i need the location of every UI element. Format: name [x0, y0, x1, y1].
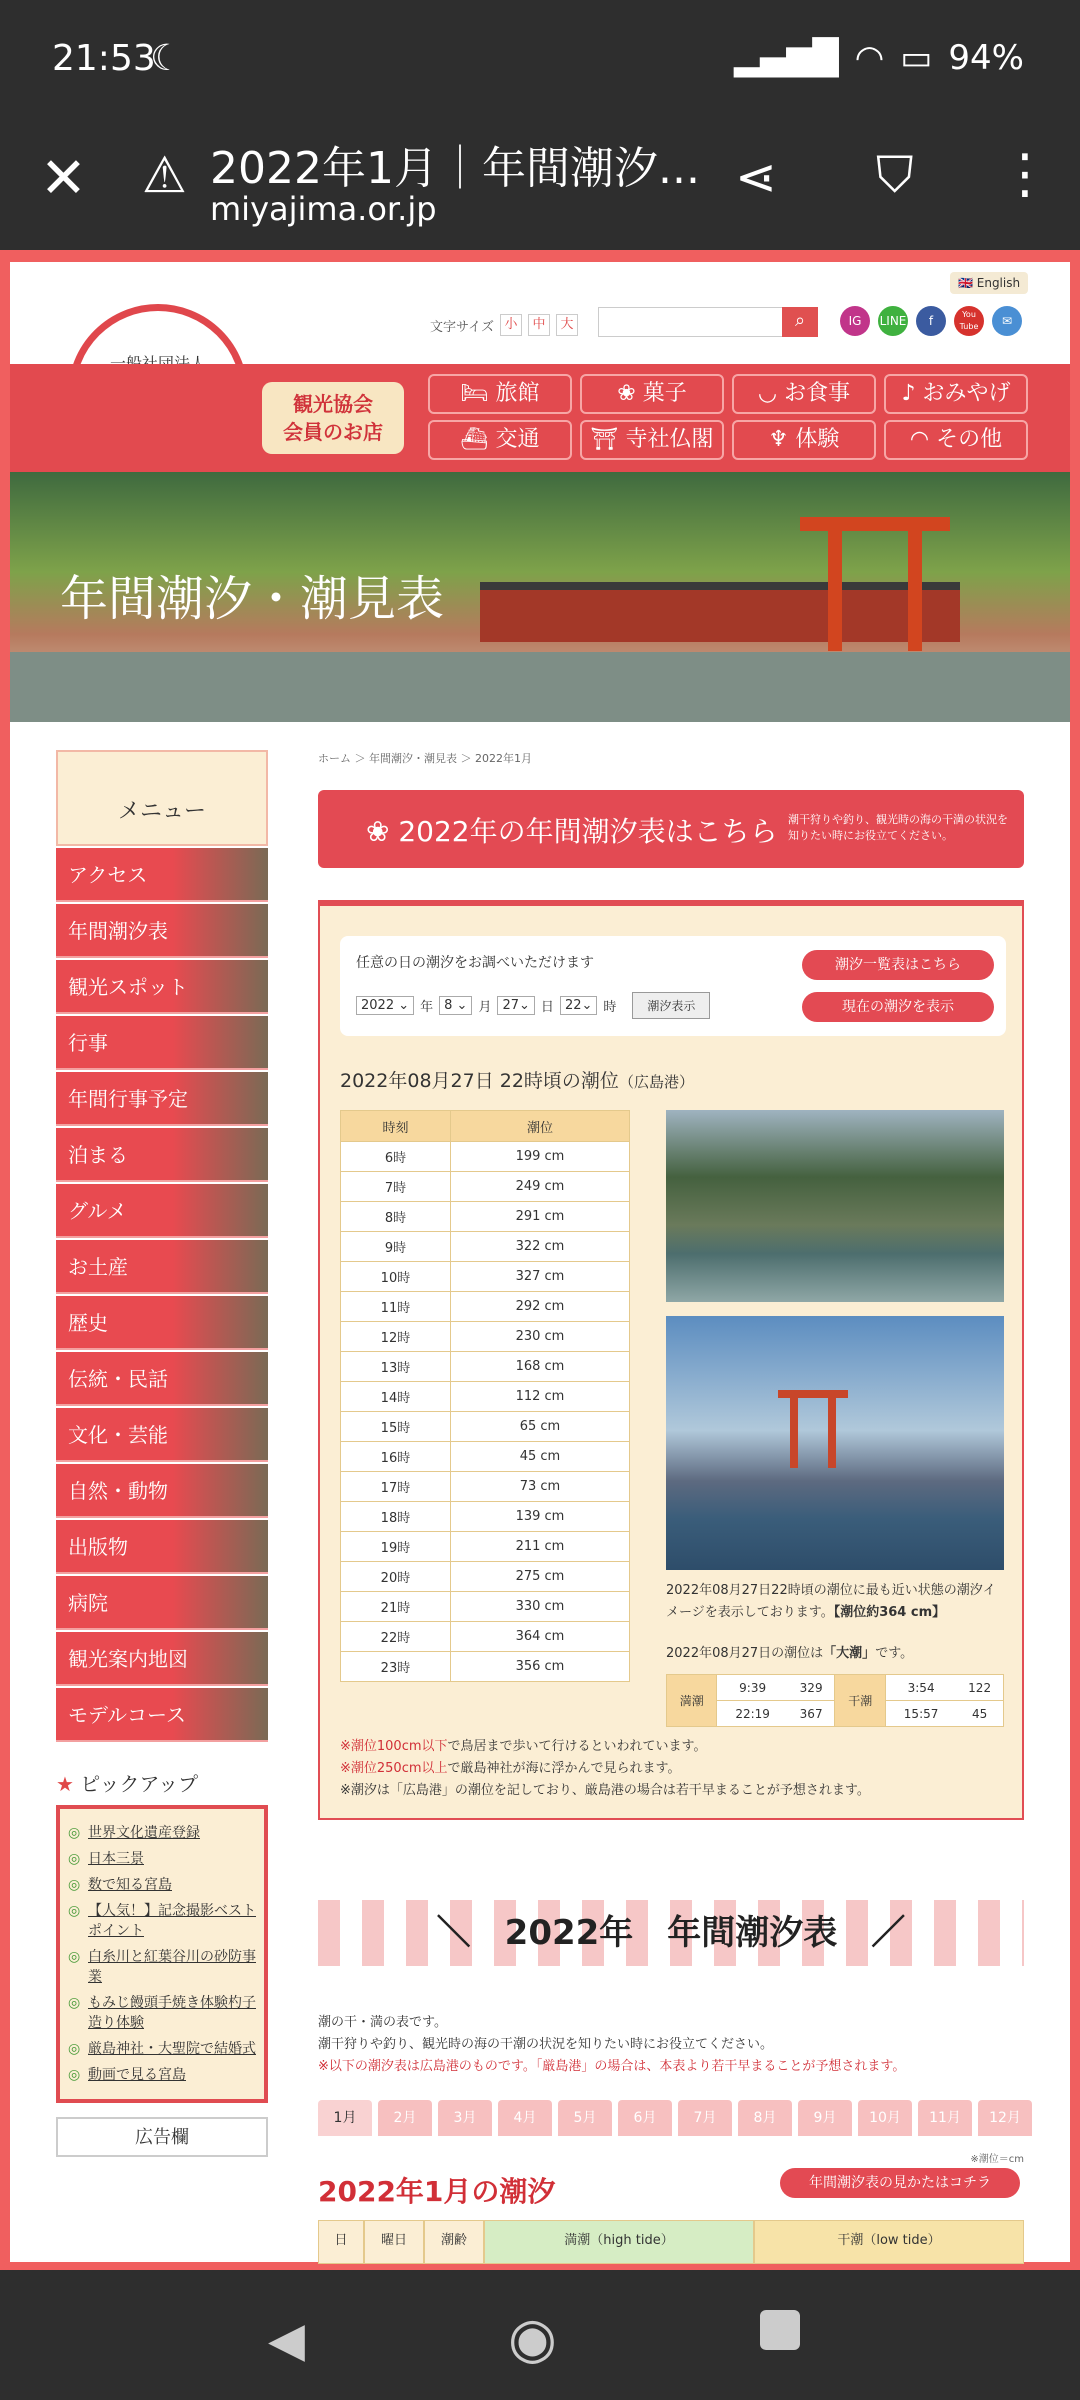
- tide-time: 17時: [341, 1472, 451, 1502]
- tide-time: 23時: [341, 1652, 451, 1682]
- tide-level: 330 cm: [450, 1592, 629, 1622]
- nav-label: おみやげ: [922, 381, 1011, 406]
- sidebar-item-access[interactable]: アクセス: [56, 848, 268, 902]
- sidebar-item-gourmet[interactable]: グルメ: [56, 1184, 268, 1238]
- annual-desc-2: 潮干狩りや釣り、観光時の海の干潮の状況を知りたい時にお役立てください。: [318, 2037, 774, 2052]
- tide-place: （広島港）: [618, 1073, 694, 1091]
- tide-level: 45 cm: [450, 1442, 629, 1472]
- how-to-read-button[interactable]: 年間潮汐表の見かたはコチラ: [780, 2168, 1020, 2198]
- tab-month-3[interactable]: 3月: [438, 2100, 492, 2136]
- hour-unit: 時: [603, 1000, 617, 1015]
- unit-note: ※潮位＝cm: [970, 2154, 1024, 2165]
- month-value: 8: [444, 998, 453, 1013]
- nav-temples[interactable]: ⛩ 寺社仏閣: [580, 420, 724, 460]
- query-box: [340, 936, 1006, 1036]
- tab-month-6[interactable]: 6月: [618, 2100, 672, 2136]
- sidebar-item-model-course[interactable]: モデルコース: [56, 1688, 268, 1742]
- status-icons: [734, 38, 1024, 78]
- month-select[interactable]: 8 ⌄: [439, 996, 472, 1015]
- more-icon[interactable]: ⋮: [998, 142, 1052, 205]
- tide-notes: [340, 1736, 870, 1802]
- nav-kashi[interactable]: ❀ 菓子: [580, 374, 724, 414]
- tide-row: [341, 1352, 630, 1382]
- nav-souvenir[interactable]: ♪ おみやげ: [884, 374, 1028, 414]
- pickup-item[interactable]: ◎ 白糸川と紅葉谷川の砂防事業: [68, 1947, 256, 1987]
- page-frame: [10, 262, 1070, 2262]
- tide-row: [341, 1622, 630, 1652]
- note-2-red: ※潮位250cm以上: [340, 1761, 448, 1776]
- tide-time: 12時: [341, 1322, 451, 1352]
- tide-level: 364 cm: [450, 1622, 629, 1652]
- sidebar-item-map[interactable]: 観光案内地図: [56, 1632, 268, 1686]
- tide-level: 249 cm: [450, 1172, 629, 1202]
- year-select[interactable]: 2022 ⌄: [356, 996, 414, 1015]
- text-size-large[interactable]: 大: [556, 314, 578, 336]
- sidebar-item-tradition[interactable]: 伝統・民話: [56, 1352, 268, 1406]
- star-icon: ★: [56, 1772, 74, 1796]
- tide-time: 6時: [341, 1142, 451, 1172]
- shrine-photo: [666, 1110, 1004, 1302]
- battery-percent: 94%: [948, 38, 1024, 78]
- text-size-small[interactable]: 小: [500, 314, 522, 336]
- tab-month-5[interactable]: 5月: [558, 2100, 612, 2136]
- tide-row: [341, 1442, 630, 1472]
- hour-value: 22: [564, 998, 582, 1013]
- url-domain[interactable]: miyajima.or.jp: [210, 190, 437, 228]
- android-nav-bar: [0, 2270, 1080, 2400]
- tab-month-2[interactable]: 2月: [378, 2100, 432, 2136]
- tide-type-value: 「大潮」: [823, 1646, 876, 1661]
- note-3: ※潮汐は「広島港」の潮位を記しており、厳島港の場合は若干早まることが予想されます。: [340, 1783, 870, 1798]
- tide-level: 322 cm: [450, 1232, 629, 1262]
- note-2-text: で厳島神社が海に浮かんで見られます。: [447, 1761, 681, 1776]
- hour-select[interactable]: 22⌄: [560, 996, 597, 1015]
- pickup-item[interactable]: ◎ 日本三景: [68, 1849, 256, 1869]
- youtube-icon[interactable]: You Tube: [954, 306, 984, 336]
- back-icon[interactable]: ◀: [268, 2312, 305, 2368]
- web-page: [0, 250, 1080, 2270]
- pickup-item[interactable]: ◎ 厳島神社・大聖院で結婚式: [68, 2039, 256, 2059]
- tide-type-prefix: 2022年08月27日の潮位は: [666, 1646, 824, 1661]
- day-select[interactable]: 27⌄: [497, 996, 534, 1015]
- torii-pillar-right: [908, 531, 922, 651]
- tide-level: 275 cm: [450, 1562, 629, 1592]
- sidebar-item-publications[interactable]: 出版物: [56, 1520, 268, 1574]
- low-time: 3:54: [885, 1675, 956, 1701]
- menu-title: メニュー: [56, 750, 268, 846]
- warning-icon[interactable]: ⚠: [142, 146, 187, 204]
- annual-title-banner: ＼ 2022年 年間潮汐表 ／: [318, 1900, 1024, 1966]
- battery-icon: ▭: [900, 38, 933, 78]
- month-unit: 月: [478, 1000, 492, 1015]
- bookmark-icon[interactable]: ⛉: [876, 146, 914, 204]
- tide-level: 211 cm: [450, 1532, 629, 1562]
- tide-type-suffix: です。: [875, 1646, 914, 1661]
- hourly-tide-table: [340, 1110, 630, 1682]
- nav-label: お食事: [784, 381, 851, 406]
- year-unit: 年: [420, 1000, 434, 1015]
- instagram-icon[interactable]: IG: [840, 306, 870, 336]
- high-label: 満潮: [667, 1675, 717, 1727]
- tab-month-11[interactable]: 11月: [918, 2100, 972, 2136]
- pickup-item[interactable]: ◎ もみじ饅頭手焼き体験杓子造り体験: [68, 1993, 256, 2033]
- tide-row: [341, 1322, 630, 1352]
- page-title[interactable]: 2022年1月｜年間潮汐...: [210, 143, 700, 194]
- torii-photo: [666, 1316, 1004, 1570]
- tide-row: [341, 1262, 630, 1292]
- tide-time: 9時: [341, 1232, 451, 1262]
- tab-month-10[interactable]: 10月: [858, 2100, 912, 2136]
- tide-time: 19時: [341, 1532, 451, 1562]
- tide-row: [341, 1652, 630, 1682]
- tide-heading: [340, 1066, 694, 1093]
- high-time: 9:39: [717, 1675, 788, 1701]
- annual-desc-3: ※以下の潮汐表は広島港のものです。「厳島港」の場合は、本表より若干早まることが予想されます。: [318, 2059, 906, 2074]
- sidebar: [56, 750, 268, 2157]
- tide-level: 73 cm: [450, 1472, 629, 1502]
- tide-level: 199 cm: [450, 1142, 629, 1172]
- sidebar-item-stay[interactable]: 泊まる: [56, 1128, 268, 1182]
- tide-time: 22時: [341, 1622, 451, 1652]
- monthly-table-header: [318, 2220, 1024, 2264]
- banner-subtitle: 潮干狩りや釣り、観光時の海の干満の状況を知りたい時にお役立てください。: [788, 813, 1008, 842]
- ad-heading: 広告欄: [56, 2117, 268, 2157]
- nav-label: 交通: [495, 427, 540, 452]
- torii-beam: [800, 517, 950, 531]
- pickup-item[interactable]: ◎ 世界文化遺産登録: [68, 1823, 256, 1843]
- note-1-text: で鳥居まで歩いて行けるといわれています。: [447, 1739, 707, 1754]
- tide-list-button[interactable]: 潮汐一覧表はこちら: [802, 950, 994, 980]
- col-level: 潮位: [450, 1111, 629, 1142]
- sidebar-item-nature[interactable]: 自然・動物: [56, 1464, 268, 1518]
- caption-bold: 【潮位約364 cm】: [833, 1605, 946, 1620]
- sidebar-item-events[interactable]: 行事: [56, 1016, 268, 1070]
- high-level: 367: [788, 1701, 835, 1727]
- low-level: 45: [956, 1701, 1003, 1727]
- facebook-icon[interactable]: f: [916, 306, 946, 336]
- tide-row: [341, 1562, 630, 1592]
- low-level: 122: [956, 1675, 1003, 1701]
- tide-heading-text: 2022年08月27日 22時頃の潮位: [340, 1070, 619, 1092]
- tide-row: [341, 1532, 630, 1562]
- tide-time: 10時: [341, 1262, 451, 1292]
- tide-time: 13時: [341, 1352, 451, 1382]
- sidebar-item-tide-table[interactable]: 年間潮汐表: [56, 904, 268, 958]
- tab-month-1[interactable]: 1月: [318, 2100, 372, 2136]
- tide-time: 15時: [341, 1412, 451, 1442]
- annual-desc-1: 潮の干・満の表です。: [318, 2015, 447, 2030]
- tide-row: [341, 1502, 630, 1532]
- sidebar-item-hospital[interactable]: 病院: [56, 1576, 268, 1630]
- browser-toolbar: [0, 124, 1080, 250]
- moon-icon: ☾: [150, 38, 183, 79]
- tide-row: [341, 1232, 630, 1262]
- pickup-heading: [56, 1768, 268, 1797]
- month-tabs: [318, 2100, 1032, 2136]
- nav-label: 旅館: [495, 381, 540, 406]
- text-size-label: 文字サイズ: [430, 319, 494, 335]
- note-1: [340, 1736, 870, 1758]
- tide-time: 16時: [341, 1442, 451, 1472]
- th-tide-age: 潮齢: [424, 2220, 484, 2264]
- hero-image: [10, 472, 1070, 722]
- month-title: 2022年1月の潮汐: [318, 2175, 556, 2208]
- tide-level: 112 cm: [450, 1382, 629, 1412]
- status-time: 21:53: [52, 38, 156, 79]
- high-low-table: [666, 1674, 1004, 1727]
- pickup-item[interactable]: ◎ 数で知る宮島: [68, 1875, 256, 1895]
- tide-level: 327 cm: [450, 1262, 629, 1292]
- th-low-tide: 干潮（low tide）: [754, 2220, 1024, 2264]
- sidebar-item-history[interactable]: 歴史: [56, 1296, 268, 1350]
- day-unit: 日: [540, 1000, 554, 1015]
- signal-icon: ▂▄▆█: [734, 38, 839, 78]
- low-time: 15:57: [885, 1701, 956, 1727]
- status-bar: [0, 0, 1080, 124]
- annual-description: [318, 2012, 905, 2078]
- text-size-medium[interactable]: 中: [528, 314, 550, 336]
- wifi-icon: ◠: [854, 38, 885, 78]
- tide-time: 8時: [341, 1202, 451, 1232]
- hero-water: [10, 652, 1070, 722]
- torii-image: [778, 1390, 848, 1470]
- nav-label: 体験: [795, 427, 840, 452]
- tide-row: [341, 1142, 630, 1172]
- sidebar-item-event-schedule[interactable]: 年間行事予定: [56, 1072, 268, 1126]
- nav-ryokan[interactable]: 🛏 旅館: [428, 374, 572, 414]
- tide-time: 7時: [341, 1172, 451, 1202]
- share-icon[interactable]: ⋖: [735, 148, 777, 206]
- pickup-list: [56, 1805, 268, 2103]
- social-links: [840, 306, 1022, 336]
- recent-apps-icon[interactable]: [760, 2310, 800, 2350]
- tide-row: [341, 1472, 630, 1502]
- nav-transport[interactable]: ⛴ 交通: [428, 420, 572, 460]
- english-link[interactable]: 🇬🇧 English: [950, 272, 1028, 294]
- member-shops-button[interactable]: [262, 382, 404, 454]
- banner-title: ❀ 2022年の年間潮汐表はこちら: [366, 815, 778, 848]
- tide-level: 139 cm: [450, 1502, 629, 1532]
- text-size-control: [430, 314, 578, 336]
- tide-row: [341, 1202, 630, 1232]
- nav-experience[interactable]: ♆ 体験: [732, 420, 876, 460]
- tab-month-8[interactable]: 8月: [738, 2100, 792, 2136]
- tide-level: 168 cm: [450, 1352, 629, 1382]
- nav-label: その他: [936, 427, 1003, 452]
- tide-time: 18時: [341, 1502, 451, 1532]
- sidebar-item-spots[interactable]: 観光スポット: [56, 960, 268, 1014]
- main-content: [318, 750, 1024, 2248]
- tab-month-4[interactable]: 4月: [498, 2100, 552, 2136]
- annual-tide-banner[interactable]: [318, 790, 1024, 868]
- line-icon[interactable]: LINE: [878, 306, 908, 336]
- tide-level: 230 cm: [450, 1322, 629, 1352]
- tide-time: 14時: [341, 1382, 451, 1412]
- high-time: 22:19: [717, 1701, 788, 1727]
- col-time: 時刻: [341, 1111, 451, 1142]
- caption-text: 2022年08月27日22時頃の潮位に最も近い状態の潮汐イメージを表示しております。: [666, 1583, 996, 1620]
- tide-level: 356 cm: [450, 1652, 629, 1682]
- query-label: 任意の日の潮汐をお調べいただけます: [356, 955, 594, 971]
- tide-level: 65 cm: [450, 1412, 629, 1442]
- th-dow: 曜日: [364, 2220, 424, 2264]
- tide-row: [341, 1412, 630, 1442]
- pickup-item[interactable]: ◎ 【人気！】記念撮影ベストポイント: [68, 1901, 256, 1941]
- torii-pillar-left: [828, 531, 842, 651]
- pickup-title: ピックアップ: [80, 1772, 199, 1796]
- tab-month-7[interactable]: 7月: [678, 2100, 732, 2136]
- date-selector: [356, 992, 710, 1019]
- member-line1: 観光協会: [293, 392, 373, 416]
- tide-time: 21時: [341, 1592, 451, 1622]
- torii-pillar-left: [790, 1398, 798, 1468]
- hero-title: 年間潮汐・潮見表: [60, 571, 445, 627]
- mail-icon[interactable]: ✉: [992, 306, 1022, 336]
- tide-row: [341, 1172, 630, 1202]
- close-icon[interactable]: ✕: [40, 146, 87, 211]
- breadcrumb[interactable]: ホーム ＞ 年間潮汐・潮見表 ＞ 2022年1月: [318, 752, 532, 765]
- search-input[interactable]: [598, 307, 793, 337]
- tide-row: [341, 1592, 630, 1622]
- nav-label: 寺社仏閣: [625, 427, 714, 452]
- high-level: 329: [788, 1675, 835, 1701]
- member-line2: 会員のお店: [283, 420, 383, 444]
- tide-level: 292 cm: [450, 1292, 629, 1322]
- note-1-red: ※潮位100cm以下: [340, 1739, 448, 1754]
- tide-level: 291 cm: [450, 1202, 629, 1232]
- sidebar-item-culture[interactable]: 文化・芸能: [56, 1408, 268, 1462]
- current-tide-button[interactable]: 現在の潮汐を表示: [802, 992, 994, 1022]
- photo-caption: [666, 1580, 1004, 1624]
- th-day: 日: [318, 2220, 364, 2264]
- th-high-tide: 満潮（high tide）: [484, 2220, 754, 2264]
- tab-month-12[interactable]: 12月: [978, 2100, 1032, 2136]
- tide-time: 11時: [341, 1292, 451, 1322]
- tide-lookup-panel: [318, 900, 1024, 1820]
- nav-food[interactable]: ◡ お食事: [732, 374, 876, 414]
- home-icon[interactable]: ◉: [508, 2306, 557, 2371]
- sidebar-item-souvenir[interactable]: お土産: [56, 1240, 268, 1294]
- tide-time: 20時: [341, 1562, 451, 1592]
- nav-label: 菓子: [642, 381, 687, 406]
- day-value: 27: [502, 998, 520, 1013]
- low-label: 干潮: [835, 1675, 885, 1727]
- show-tide-button[interactable]: 潮汐表示: [632, 992, 710, 1019]
- torii-image: [800, 517, 950, 657]
- tide-type: [666, 1642, 913, 1661]
- tab-month-9[interactable]: 9月: [798, 2100, 852, 2136]
- torii-beam: [778, 1390, 848, 1398]
- tide-row: [341, 1382, 630, 1412]
- search-icon[interactable]: ⌕: [782, 307, 818, 337]
- nav-other[interactable]: ◠ その他: [884, 420, 1028, 460]
- year-value: 2022: [361, 998, 395, 1013]
- pickup-item[interactable]: ◎ 動画で見る宮島: [68, 2065, 256, 2085]
- note-2: [340, 1758, 870, 1780]
- torii-pillar-right: [828, 1398, 836, 1468]
- tide-row: [341, 1292, 630, 1322]
